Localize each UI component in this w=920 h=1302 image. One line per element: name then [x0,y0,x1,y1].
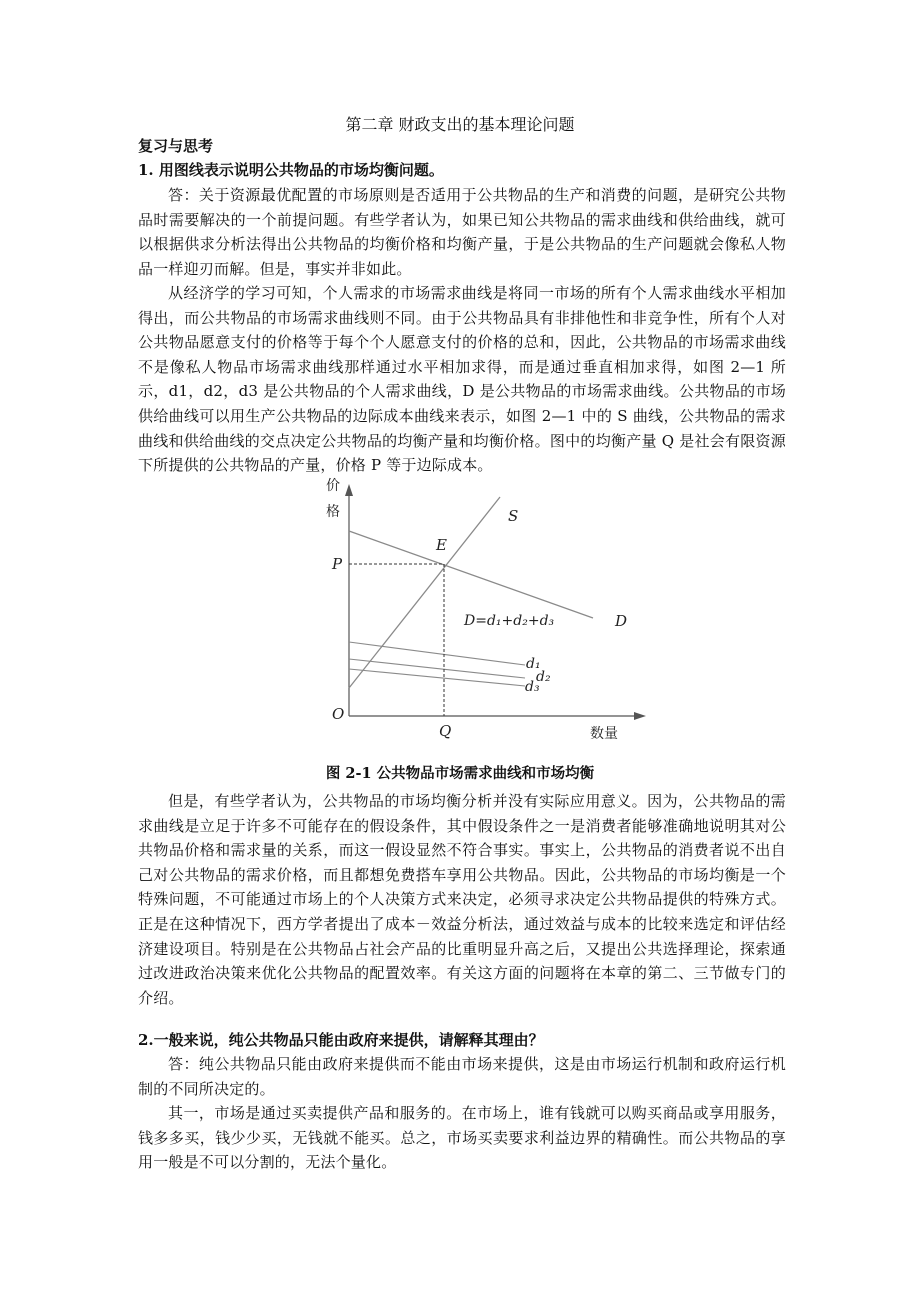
figure-2-1 [318,472,658,744]
x-axis-label: 数量 [590,726,618,742]
price-label: P [332,555,343,573]
supply-label: S [508,507,519,525]
section-heading: 复习与思考 [138,137,214,155]
y-axis-arrow [345,484,353,496]
x-axis-arrow [634,712,646,720]
d2-label: d₂ [536,669,551,685]
q2-answer-paragraph-2: 其一，市场是通过买卖提供产品和服务的。在市场上，谁有钱就可以购买商品或享用服务，钱多多买，钱少少买，无钱就不能买。总之，市场买卖要求利益边界的精确性。而公共物品的享用一般是不可以分割的，无法个量化。 [138,1104,786,1172]
question-2: 2.一般来说，纯公共物品只能由政府来提供，请解释其理由？ [138,1031,544,1049]
d1-label: d₁ [526,656,541,672]
q1-answer-paragraph-3: 但是，有些学者认为，公共物品的市场均衡分析并没有实际应用意义。因为，公共物品的需求曲线是立足于许多不可能存在的假设条件，其中假设条件之一是消费者能够准确地说明其对公共物品价格和需求量的关系，而这一假设显然不符合事实。事实上，公共物品的消费者说不出自己对公共物品的需求价格，而且都想免费搭车享用公共物品。因此，公共物品的市场均衡是一个特殊问题，不可能通过市场上的个人决策方式来决定，必须寻求决定公共物品提供的特殊方式。正是在这种情况下，西方学者提出了成本－效益分析法，通过效益与成本的比较来选定和评估经济建设项目。特别是在公共物品占社会产品的比重明显升高之后，又提出公共选择理论，探索通过改进政治决策来优化公共物品的配置效率。有关这方面的问题将在本章的第二、三节做专门的介绍。 [138,792,786,1007]
quantity-label: Q [439,722,452,740]
origin-label: O [332,705,345,723]
market-demand-curve-d [349,531,593,618]
supply-curve-s [349,497,500,688]
individual-demand-curve-d3 [349,669,525,686]
q1-answer-paragraph-2: 从经济学的学习可知，个人需求的市场需求曲线是将同一市场的所有个人需求曲线水平相加得出，而公共物品的市场需求曲线则不同。由于公共物品具有非排他性和非竞争性，所有个人对公共物品愿意支付的价格等于每个个人愿意支付的价格的总和，因此，公共物品的市场需求曲线不是像私人物品市场需求曲线那样通过水平相加求得，而是通过垂直相加求得，如图 2—1 所示，d1，d2，d3 是公共物品的个人需求曲线，D 是公共物品的市场需求曲线。公共物品的市场供给曲线可以用生产公共物品的边际成本曲线来表示，如图 2—1 中的 S 曲线，公共物品的需求曲线和供给曲线的交点决定公共物品的均衡产量和均衡价格。图中的均衡产量 Q 是社会有限资源下所提供的公共物品的产量，价格 P 等于边际成本。 [138,284,786,475]
supply-demand-chart [318,472,658,744]
demand-formula: D=d₁+d₂+d₃ [464,613,555,629]
q2-answer-paragraph-1: 答：纯公共物品只能由政府来提供而不能由市场来提供，这是由市场运行机制和政府运行机制的不同所决定的。 [138,1055,786,1098]
y-axis-label-2: 格 [326,504,340,520]
chapter-title: 第二章 财政支出的基本理论问题 [345,115,575,134]
y-axis-label-1: 价 [326,478,340,494]
equilibrium-label: E [436,536,447,554]
d3-label: d₃ [525,679,540,695]
demand-label: D [615,612,628,630]
q1-answer-paragraph-1: 答：关于资源最优配置的市场原则是否适用于公共物品的生产和消费的问题，是研究公共物品时需要解决的一个前提问题。有些学者认为，如果已知公共物品的需求曲线和供给曲线，就可以根据供求分析法得出公共物品的均衡价格和均衡产量，于是公共物品的生产问题就会像私人物品一样迎刃而解。但是，事实并非如此。 [138,186,786,278]
figure-caption: 图 2-1 公共物品市场需求曲线和市场均衡 [325,765,595,782]
question-1: 1. 用图线表示说明公共物品的市场均衡问题。 [138,161,444,179]
